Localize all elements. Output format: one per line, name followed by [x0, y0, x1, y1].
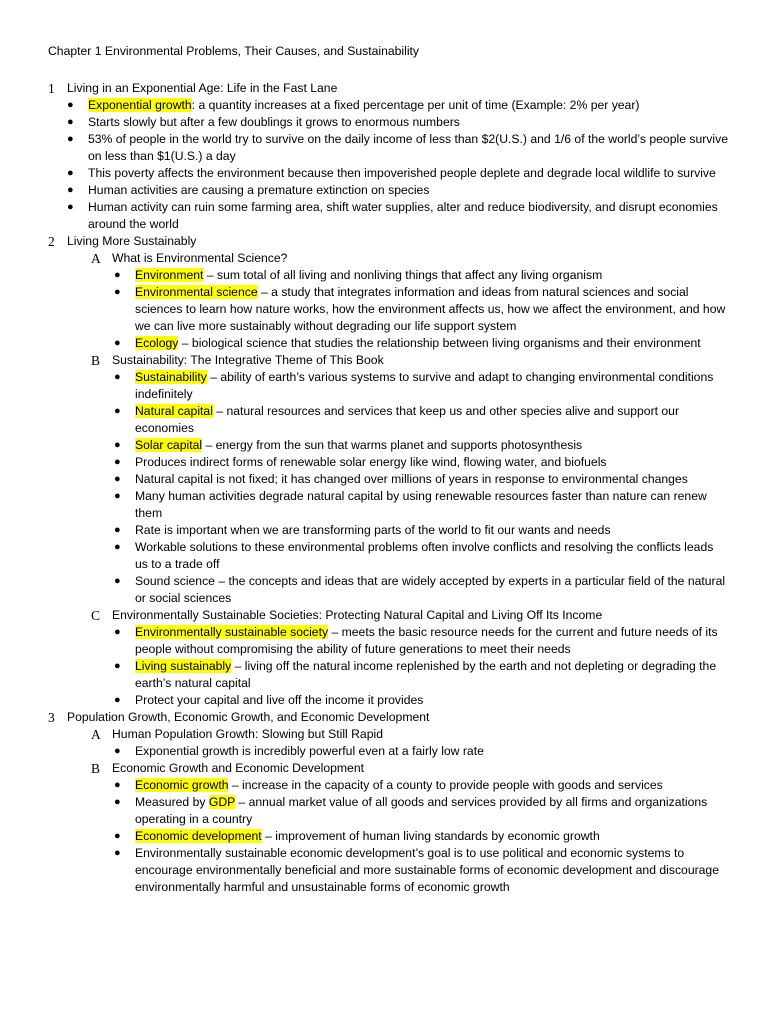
subsection-title: What is Environmental Science? — [112, 251, 288, 265]
bullet-list — [48, 743, 728, 760]
section-title: Population Growth, Economic Growth, and Economic Development — [67, 710, 430, 724]
section-heading — [48, 233, 728, 250]
bullet-icon: ● — [67, 167, 74, 179]
bullet-item — [48, 335, 728, 352]
bullet-icon: ● — [67, 116, 74, 128]
bullet-icon: ● — [67, 184, 74, 196]
bullet-item — [48, 573, 728, 607]
bullet-text: Exponential growth is incredibly powerful even at a fairly low rate — [135, 744, 484, 758]
bullet-item — [48, 267, 728, 284]
subsection-letter: A — [91, 727, 101, 742]
bullet-text: – sum total of all living and nonliving things that affect any living organism — [203, 268, 603, 282]
section — [48, 233, 728, 709]
bullet-icon: ● — [114, 490, 121, 502]
bullet-text: This poverty affects the environment because then impoverished people deplete and degrade local wildlife to survive — [88, 166, 716, 180]
highlighted-term: Environmentally sustainable society — [135, 625, 329, 639]
bullet-text: Workable solutions to these environmental problems often involve conflicts and resolving the conflicts leads us to a trade off — [135, 540, 714, 571]
highlighted-term: Environment — [135, 268, 204, 282]
bullet-icon: ● — [114, 847, 121, 859]
section-heading — [48, 80, 728, 97]
subsection-heading — [48, 760, 728, 777]
bullet-icon: ● — [114, 524, 121, 536]
bullet-icon: ● — [114, 745, 121, 757]
bullet-icon: ● — [114, 541, 121, 553]
bullet-prefix: Measured by — [135, 795, 209, 809]
bullet-item — [48, 182, 728, 199]
bullet-icon: ● — [114, 371, 121, 383]
bullet-list — [48, 369, 728, 607]
bullet-text: : a quantity increases at a fixed percentage per unit of time (Example: 2% per year) — [191, 98, 640, 112]
highlighted-term: Natural capital — [135, 404, 213, 418]
highlighted-term: Sustainability — [135, 370, 207, 384]
bullet-item — [48, 539, 728, 573]
bullet-item — [48, 97, 728, 114]
bullet-item — [48, 488, 728, 522]
bullet-icon: ● — [67, 99, 74, 111]
bullet-item — [48, 828, 728, 845]
bullet-item — [48, 199, 728, 233]
highlighted-term: Environmental science — [135, 285, 258, 299]
subsection-heading — [48, 352, 728, 369]
section-title: Living in an Exponential Age: Life in the Fast Lane — [67, 81, 338, 95]
subsection-title: Human Population Growth: Slowing but Still Rapid — [112, 727, 383, 741]
highlighted-term: GDP — [208, 795, 236, 809]
bullet-icon: ● — [114, 694, 121, 706]
bullet-icon: ● — [114, 405, 121, 417]
outline — [48, 80, 728, 896]
bullet-icon: ● — [114, 473, 121, 485]
page-title: Chapter 1 Environmental Problems, Their Causes, and Sustainability — [48, 44, 420, 58]
subsection-title: Environmentally Sustainable Societies: Protecting Natural Capital and Living Off Its Income — [112, 608, 603, 622]
section-heading — [48, 709, 728, 726]
bullet-text: – living off the natural income replenished by the earth and not depleting or degrading the earth’s natural capital — [135, 659, 717, 690]
subsection-heading — [48, 250, 728, 267]
subsection-letter: A — [91, 251, 101, 266]
bullet-text: Rate is important when we are transforming parts of the world to fit our wants and needs — [135, 523, 611, 537]
bullet-item — [48, 114, 728, 131]
bullet-icon: ● — [67, 201, 74, 213]
bullet-icon: ● — [114, 337, 121, 349]
bullet-icon: ● — [114, 796, 121, 808]
bullet-text: Human activity can ruin some farming area, shift water supplies, alter and reduce biodiversity, and disrupt economies around the world — [88, 200, 718, 231]
bullet-icon: ● — [114, 830, 121, 842]
section-number: 2 — [48, 234, 55, 249]
bullet-text: Many human activities degrade natural capital by using renewable resources faster than nature can renew them — [135, 489, 707, 520]
bullet-item — [48, 454, 728, 471]
bullet-item — [48, 165, 728, 182]
bullet-text: – improvement of human living standards by economic growth — [261, 829, 600, 843]
section-title: Living More Sustainably — [67, 234, 197, 248]
bullet-item — [48, 743, 728, 760]
bullet-icon: ● — [114, 286, 121, 298]
bullet-text: Environmentally sustainable economic development’s goal is to use political and economic systems to encourage environmentally beneficial and more sustainable forms of economic development and discourage environmentally harmful and unsustainable forms of economic growth — [135, 846, 719, 894]
bullet-text: Produces indirect forms of renewable solar energy like wind, flowing water, and biofuels — [135, 455, 607, 469]
section — [48, 709, 728, 896]
bullet-icon: ● — [114, 626, 121, 638]
subsection-letter: C — [91, 608, 101, 623]
highlighted-term: Living sustainably — [135, 659, 232, 673]
bullet-text: – ability of earth’s various systems to survive and adapt to changing environmental conditions indefinitely — [135, 370, 714, 401]
bullet-item — [48, 845, 728, 896]
bullet-icon: ● — [114, 660, 121, 672]
bullet-icon: ● — [114, 269, 121, 281]
bullet-text: – a study that integrates information and ideas from natural sciences and social sciences to learn how nature works, how the environment affects us, how we affect the environment, and how we can live more sustainably without degrading our life support system — [135, 285, 726, 333]
bullet-icon: ● — [67, 133, 74, 145]
highlighted-term: Economic development — [135, 829, 262, 843]
bullet-item — [48, 777, 728, 794]
bullet-text: – meets the basic resource needs for the current and future needs of its people without compromising the ability of future generations to meet their needs — [135, 625, 718, 656]
section-number: 3 — [48, 710, 55, 725]
bullet-text: – natural resources and services that keep us and other species alive and support our economies — [135, 404, 680, 435]
bullet-icon: ● — [114, 779, 121, 791]
bullet-item — [48, 794, 728, 828]
bullet-item — [48, 131, 728, 165]
bullet-text: – biological science that studies the relationship between living organisms and their environment — [178, 336, 701, 350]
subsection-letter: B — [91, 353, 101, 368]
highlighted-term: Ecology — [135, 336, 179, 350]
bullet-icon: ● — [114, 456, 121, 468]
highlighted-term: Economic growth — [135, 778, 229, 792]
bullet-item — [48, 437, 728, 454]
bullet-text: Human activities are causing a premature extinction on species — [88, 183, 430, 197]
bullet-text: Starts slowly but after a few doublings it grows to enormous numbers — [88, 115, 460, 129]
bullet-item — [48, 692, 728, 709]
bullet-list — [48, 97, 728, 233]
subsection-heading — [48, 726, 728, 743]
bullet-item — [48, 471, 728, 488]
subsection-heading — [48, 607, 728, 624]
bullet-list — [48, 267, 728, 352]
bullet-item — [48, 284, 728, 335]
bullet-text: Sound science – the concepts and ideas that are widely accepted by experts in a particular field of the natural or social sciences — [135, 574, 726, 605]
bullet-text: – increase in the capacity of a county to provide people with goods and services — [228, 778, 663, 792]
bullet-list — [48, 777, 728, 896]
bullet-item — [48, 403, 728, 437]
bullet-icon: ● — [114, 575, 121, 587]
highlighted-term: Exponential growth — [88, 98, 192, 112]
bullet-text: – energy from the sun that warms planet and supports photosynthesis — [202, 438, 583, 452]
subsection-letter: B — [91, 761, 101, 776]
bullet-icon: ● — [114, 439, 121, 451]
bullet-text: Natural capital is not fixed; it has changed over millions of years in response to environmental changes — [135, 472, 688, 486]
bullet-item — [48, 369, 728, 403]
bullet-list — [48, 624, 728, 709]
bullet-text: Protect your capital and live off the income it provides — [135, 693, 424, 707]
subsection-title: Economic Growth and Economic Development — [112, 761, 364, 775]
bullet-item — [48, 624, 728, 658]
section — [48, 80, 728, 233]
highlighted-term: Solar capital — [135, 438, 203, 452]
bullet-item — [48, 658, 728, 692]
bullet-text: 53% of people in the world try to survive on the daily income of less than $2(U.S.) and 1/6 of the world’s people survive on less than $1(U.S.) a day — [88, 132, 728, 163]
bullet-text: – annual market value of all goods and services provided by all firms and organizations operating in a country — [135, 795, 708, 826]
section-number: 1 — [48, 81, 55, 96]
subsection-title: Sustainability: The Integrative Theme of This Book — [112, 353, 384, 367]
document-body — [48, 43, 728, 896]
bullet-item — [48, 522, 728, 539]
